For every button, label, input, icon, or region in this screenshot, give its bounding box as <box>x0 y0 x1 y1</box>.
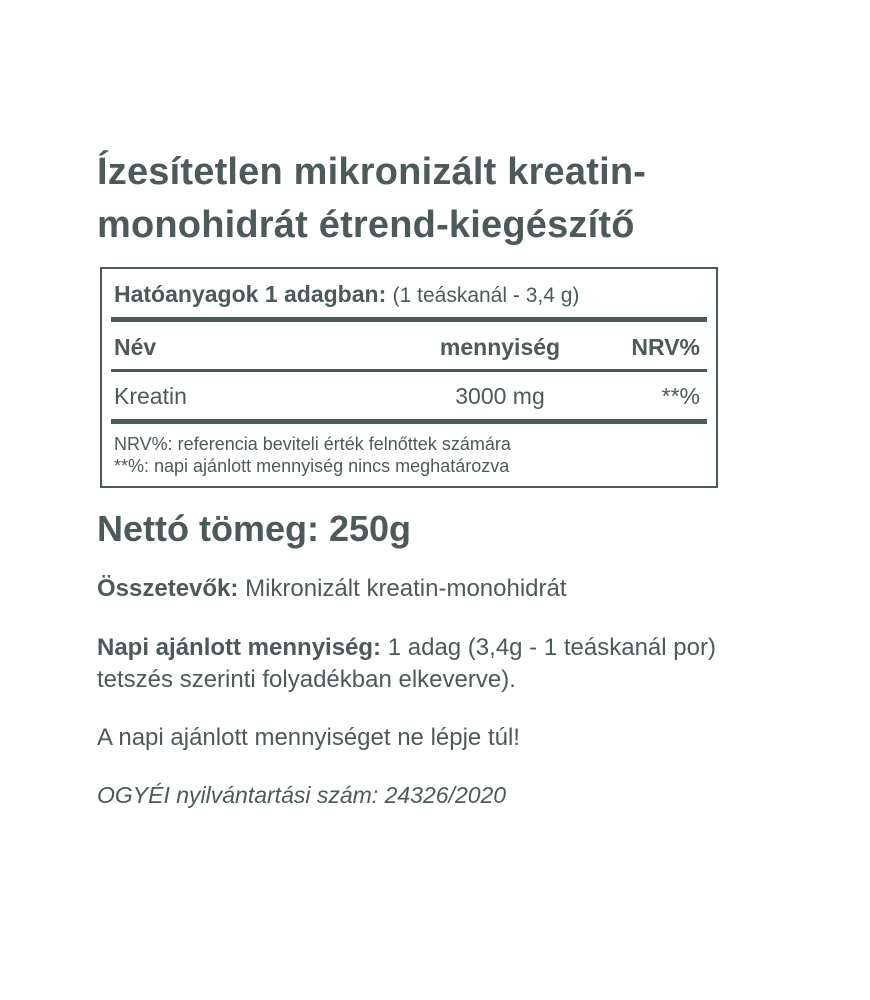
ingredient-amount: 3000 mg <box>455 383 545 409</box>
supplement-facts-box <box>100 267 718 488</box>
column-header-nrv: NRV% <box>631 334 700 360</box>
footnote-asterisk: **%: napi ajánlott mennyiség nincs meghatározva <box>114 456 510 476</box>
label-content <box>97 146 787 810</box>
facts-header-title: Hatóanyagok 1 adagban: <box>114 281 387 307</box>
ingredient-nrv: **% <box>661 383 700 409</box>
facts-header <box>102 269 716 317</box>
product-title-line1: Ízesítetlen mikronizált kreatin- <box>97 151 647 193</box>
product-title-line2: monohidrát étrend-kiegészítő <box>97 204 635 246</box>
product-title <box>97 146 787 252</box>
daily-dose-value: 1 adag (3,4g - 1 teáskanál por) tetszés szerinti folyadékban elkeverve). <box>97 634 716 693</box>
ingredients-line <box>97 573 787 605</box>
column-header-amount: mennyiség <box>439 334 561 360</box>
ingredient-name: Kreatin <box>114 383 187 409</box>
ingredients-value: Mikronizált kreatin-monohidrát <box>245 575 567 602</box>
table-row <box>102 372 716 419</box>
footnote-nrv: NRV%: referencia beviteli érték felnőttek számára <box>114 434 511 454</box>
ingredients-label: Összetevők: <box>97 575 239 602</box>
registration-number: OGYÉI nyilvántartási szám: 24326/2020 <box>97 782 507 808</box>
warning-line: A napi ajánlott mennyiséget ne lépje túl! <box>97 724 520 751</box>
daily-dose-label: Napi ajánlott mennyiség: <box>97 634 382 661</box>
net-weight: Nettó tömeg: 250g <box>97 508 412 549</box>
facts-header-serving: (1 teáskanál - 3,4 g) <box>392 284 580 307</box>
facts-column-headers <box>102 322 716 369</box>
column-header-name: Név <box>114 334 157 360</box>
daily-dose-line <box>97 632 737 696</box>
facts-footnotes <box>102 424 716 486</box>
